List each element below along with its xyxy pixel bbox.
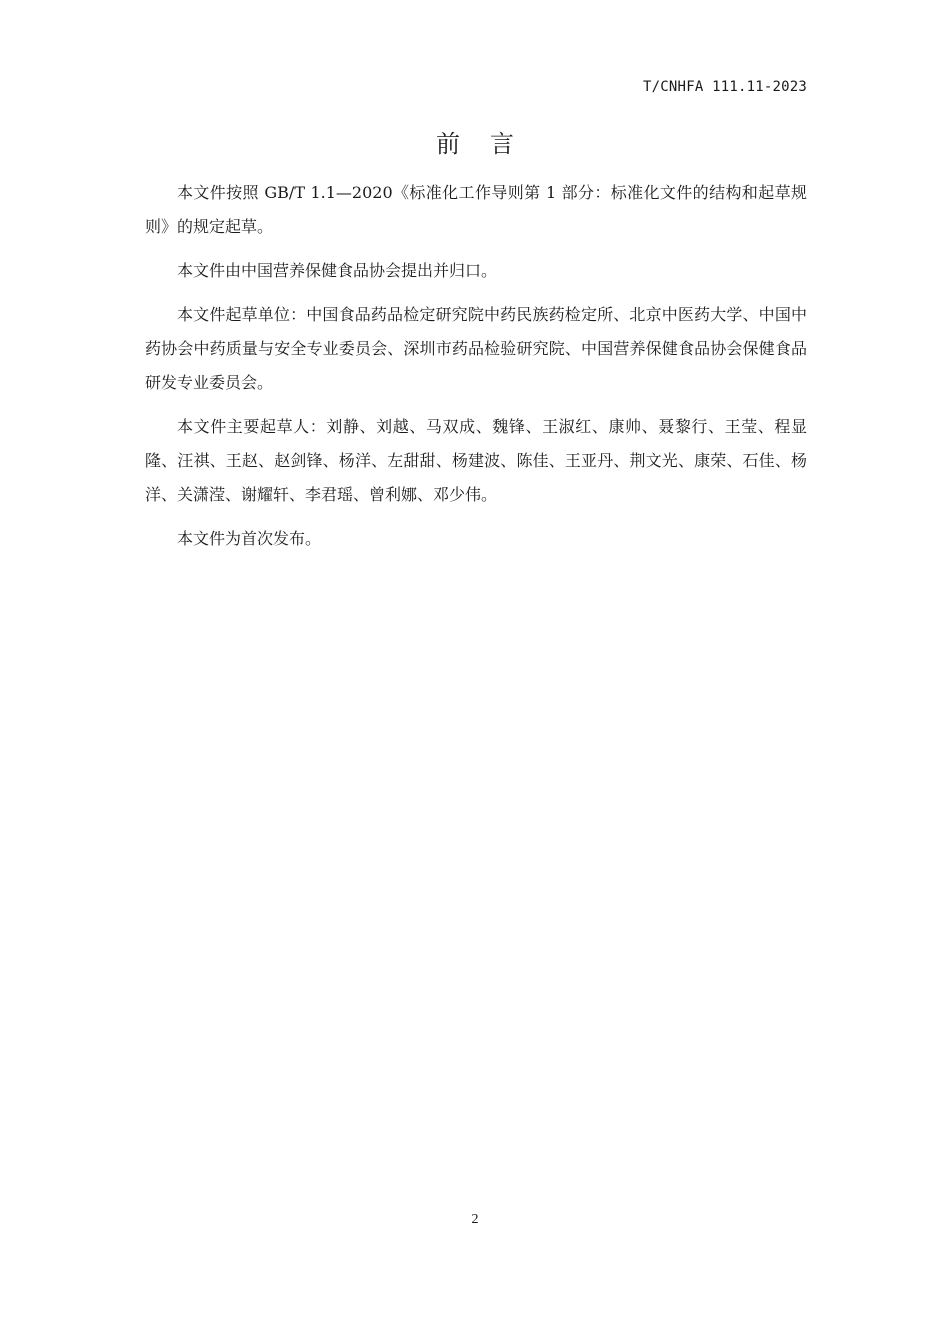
paragraph-first-release: 本文件为首次发布。	[177, 529, 322, 548]
paragraph-drafting-units: 本文件起草单位：中国食品药品检定研究院中药民族药检定所、北京中医药大学、中国中药协会中药质量与安全专业委员会、深圳市药品检验研究院、中国营养保健食品协会保健食品研发专业委员会。	[145, 305, 807, 392]
paragraph-drafters: 本文件主要起草人：刘静、刘越、马双成、魏锋、王淑红、康帅、聂黎行、王莹、程显隆、汪祺、王赵、赵剑锋、杨洋、左甜甜、杨建波、陈佳、王亚丹、荆文光、康荣、石佳、杨洋、关潇滢、谢耀轩、李君瑶、曾利娜、邓少伟。	[145, 417, 807, 504]
page-title: 前言	[436, 130, 544, 158]
page-number: 2	[471, 1212, 479, 1227]
foreword-body	[145, 176, 807, 566]
document-code: T/CNHFA 111.11-2023	[643, 79, 807, 95]
paragraph-drafting-rules: 本文件按照 GB/T 1.1—2020《标准化工作导则第 1 部分：标准化文件的结构和起草规则》的规定起草。	[145, 183, 807, 236]
paragraph-proposer: 本文件由中国营养保健食品协会提出并归口。	[177, 261, 498, 280]
